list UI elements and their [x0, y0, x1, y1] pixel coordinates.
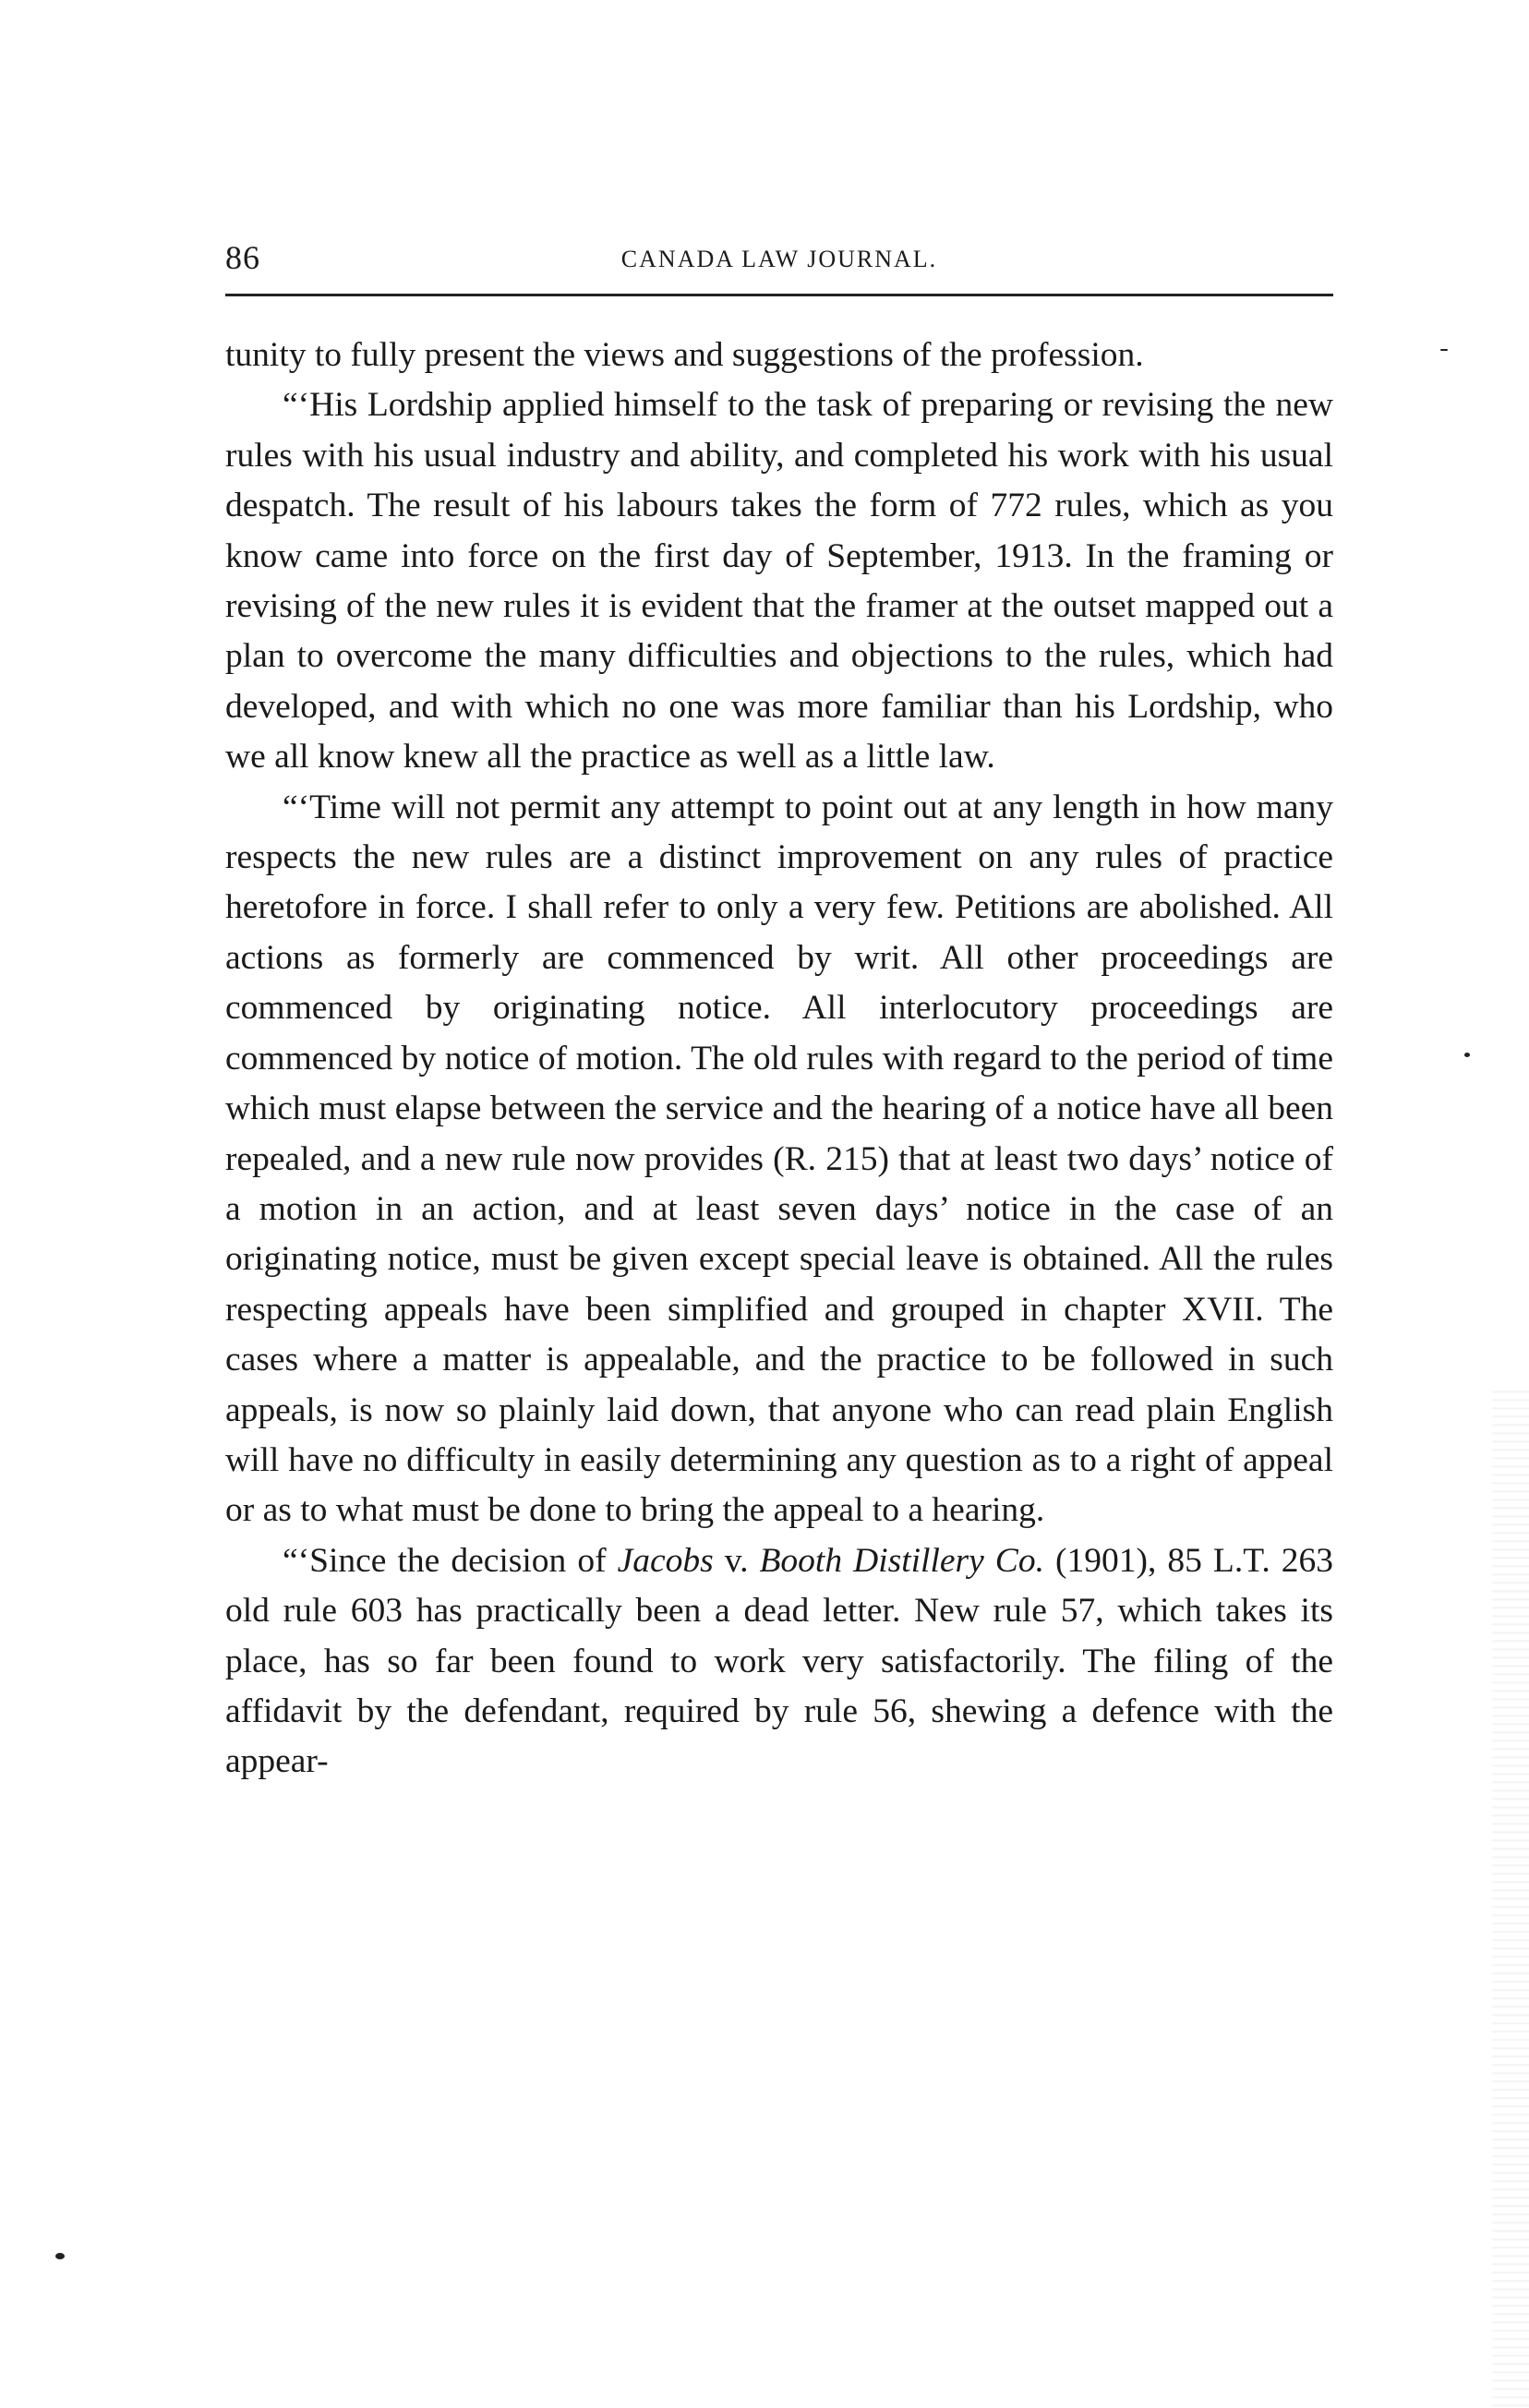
page-number: 86	[225, 239, 260, 276]
paragraph-lordship: “‘His Lordship applied himself to the task of preparing or revising the new rules with his usual industry and ability, and completed his work with his usual despatch. The result of his labours takes the form of 772 rules, which as you know came into force on the first day of September, 1913. In the framing or revising of the new rules it is evident that the framer at the outset mapped out a plan to overcome the many difficulties and objections to the rules, which had developed, and with which no one was more familiar than his Lordship, who we all know knew all the practice as well as a little law.	[225, 386, 1333, 777]
paragraph-since	[225, 1536, 1333, 1788]
page-header	[225, 238, 1333, 294]
paragraph-since-rest: (1901), 85 L.T. 263 old rule 603 has practically been a dead letter. New rule 57, which takes its place, has so far been found to work very satisfactorily. The filing of the affidavit by the defendant, required by rule 56, shewing a defence with the appear-	[225, 1541, 1333, 1781]
header-rule	[225, 294, 1333, 296]
paragraph-since-open: “‘Since the decision of	[283, 1541, 618, 1580]
case-plaintiff: Jacobs	[617, 1541, 714, 1580]
scan-edge-noise	[1492, 1385, 1529, 2408]
running-head: CANADA LAW JOURNAL.	[620, 246, 938, 272]
scan-speck	[55, 2253, 65, 2259]
paragraph-time: “‘Time will not permit any attempt to point out at any length in how many respects the new rules are a distinct improvement on any rules of practice heretofore in force. I shall refer to only a very few. Petitions are abolished. All actions as formerly are commenced by writ. All other proceedings are commenced by originating notice. All interlocutory proceedings are commenced by notice of motion. The old rules with regard to the period of time which must elapse between the service and the hearing of a notice have all been repealed, and a new rule now provides (R. 215) that at least two days’ notice of a motion in an action, and at least seven days’ notice in the case of an originating notice, must be given except special leave is obtained. All the rules respecting appeals have been simplified and grouped in chapter XVII. The cases where a matter is appealable, and the practice to be followed in such appeals, is now so plainly laid down, that anyone who can read plain English will have no difficulty in easily determining any question as to a right of appeal or as to what must be done to bring the appeal to a hearing.	[225, 788, 1333, 1530]
case-versus: v.	[713, 1541, 760, 1580]
paragraph-continuation: tunity to fully present the views and suggestions of the profession.	[225, 336, 1144, 374]
scan-speck	[1464, 1053, 1470, 1057]
scan-speck	[1440, 349, 1448, 351]
case-defendant: Booth Distillery Co.	[759, 1541, 1044, 1580]
body-text	[225, 331, 1333, 1788]
